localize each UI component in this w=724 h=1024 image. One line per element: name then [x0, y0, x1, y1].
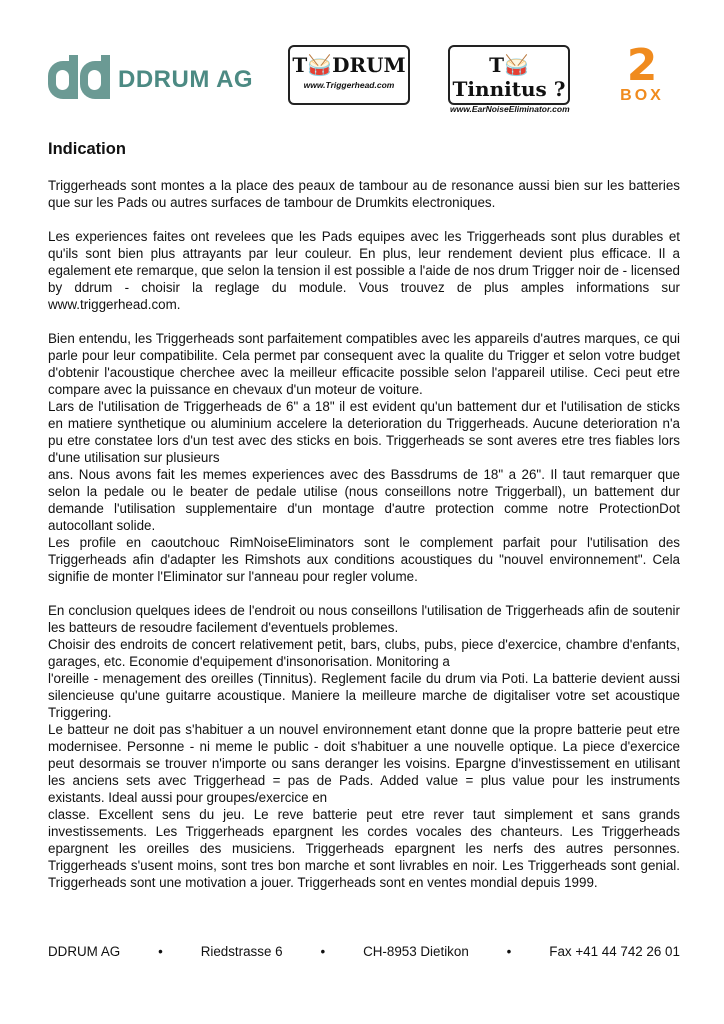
body-paragraph: Triggerheads sont montes a la place des peaux de tambour au de resonance aussi bien sur les batteries que sur les Pads ou autres surfaces de tambour de Drumkits electroniques. — [48, 178, 680, 210]
page-footer — [48, 944, 680, 959]
body-paragraph: Le batteur ne doit pas s'habituer a un nouvel environnement etant donne que la propre batterie peut etre modernisee. Personne - ni meme le public - doit s'habituer a une nouvelle optique. La piece d'exercice peut desormais se trouver n'importe ou sans deranger les voisins. Epargne d'investissement en utilisant les anciens sets avec Triggerhead = pas de Pads. Added value = plus value pour les instruments existants. Ideal aussi pour groupes/exercice en — [48, 722, 680, 805]
tinnitus-logo-title: T🥁Tinnitus ? — [452, 53, 566, 101]
footer-separator: • — [158, 944, 163, 959]
triggerhead-logo-url: www.Triggerhead.com — [303, 80, 395, 90]
body-paragraph: Les experiences faites ont revelees que les Pads equipes avec les Triggerheads sont plus durables et qu'ils sont bien plus attrayants par leur couleur. En plus, leur rendement devient plus efficace. Il a egalement ete remarque, que selon la tension il est possible a l'aide de nos drum Trigger noir de - licensed by ddrum - choisir la reglage du module. Vous trouvez de plus amples informations sur www.triggerhead.com. — [48, 229, 680, 312]
body-paragraph: Bien entendu, les Triggerheads sont parfaitement compatibles avec les appareils d'autres marques, ce qui parle pour leur compatibilite. Cela permet par consequent avec la qualite du Trigger et selon votre budget d'obtenir l'acoustique cherchee avec la meilleur efficacite possible selon l'appareil utilise. Ceci peut etre compare avec la puissance en chevaux d'un moteur de voiture. — [48, 331, 680, 397]
triggerhead-logo — [288, 45, 410, 105]
2box-logo-word: BOX — [620, 87, 664, 104]
dd-mark-icon — [48, 61, 110, 99]
body-paragraph: l'oreille - menagement des oreilles (Tinnitus). Reglement facile du drum via Poti. La batterie devient aussi silencieuse qu'une guitarre acoustique. Maniere la meilleure marche de digitaliser votre set acoustique Triggering. — [48, 671, 680, 720]
body-paragraph: ans. Nous avons fait les memes experiences avec des Bassdrums de 18" a 26". Il taut remarquer que selon la pedale ou le beater de pedale utilise (nous conseillons notre Triggerball), un battement dur demande l'utilisation supplementaire d'un montage d'autre protection comme notre ProtectionDot autocollant solide. — [48, 467, 680, 533]
footer-company: DDRUM AG — [48, 944, 121, 959]
footer-street: Riedstrasse 6 — [200, 944, 283, 959]
body-paragraph: Choisir des endroits de concert relativement petit, bars, clubs, pubs, piece d'exercice, chambre d'enfants, garages, etc. Economie d'equipement d'insonorisation. Monitoring a — [48, 637, 680, 669]
tinnitus-logo-url: www.EarNoiseEliminator.com — [450, 104, 570, 114]
document-body — [48, 177, 680, 891]
body-paragraph: En conclusion quelques idees de l'endroit ou nous conseillons l'utilisation de Triggerheads afin de soutenir les batteurs de resoudre facilement d'eventuels problemes. — [48, 603, 680, 635]
2box-logo — [612, 40, 672, 106]
tinnitus-logo — [448, 45, 570, 114]
footer-separator: • — [506, 944, 512, 959]
company-logo-text: DDRUM AG — [118, 66, 254, 93]
ddrum-logo — [48, 58, 253, 102]
body-paragraph: Les profile en caoutchouc RimNoiseEliminators sont le complement parfait pour l'utilisation des Triggerheads afin d'adapter les Rimshots aux conditions acoustiques du "nouvel environnement". Cela signifie de monter l'Eliminator sur l'anneau pour regler volume. — [48, 535, 680, 584]
triggerhead-logo-title: T🥁DRUM — [292, 53, 406, 77]
page-title: Indication — [48, 140, 126, 158]
2box-logo-number: 2 — [626, 40, 658, 91]
footer-fax: Fax +41 44 742 26 01 — [549, 944, 680, 959]
footer-separator: • — [320, 944, 326, 959]
footer-city: CH-8953 Dietikon — [363, 944, 469, 959]
body-paragraph: classe. Excellent sens du jeu. Le reve batterie peut etre rever taut simplement et sans grands investissements. Les Triggerheads epargnent les cordes vocales des chanteurs. Les Triggerheads epargnent les oreilles des musiciens. Triggerheads epargnent les nerfs des autres personnes. Triggerheads s'usent moins, sont tres bon marche et sont livrables en noir. Les Triggerheads sont genial. Triggerheads sont une motivation a jouer. Triggerheads sont en ventes mondial depuis 1999. — [48, 807, 680, 890]
page-header — [0, 40, 724, 114]
body-paragraph: Lars de l'utilisation de Triggerheads de 6" a 18" il est evident qu'un battement dur et l'utilisation de sticks en matiere synthetique ou aluminium accelere la deterioration du Triggerheads. Aucune deterioration n'a pu etre constatee lors d'un test avec des sticks en bois. Triggerheads se sont averes etre tres fiables lors d'une utilisation sur plusieurs — [48, 399, 680, 465]
